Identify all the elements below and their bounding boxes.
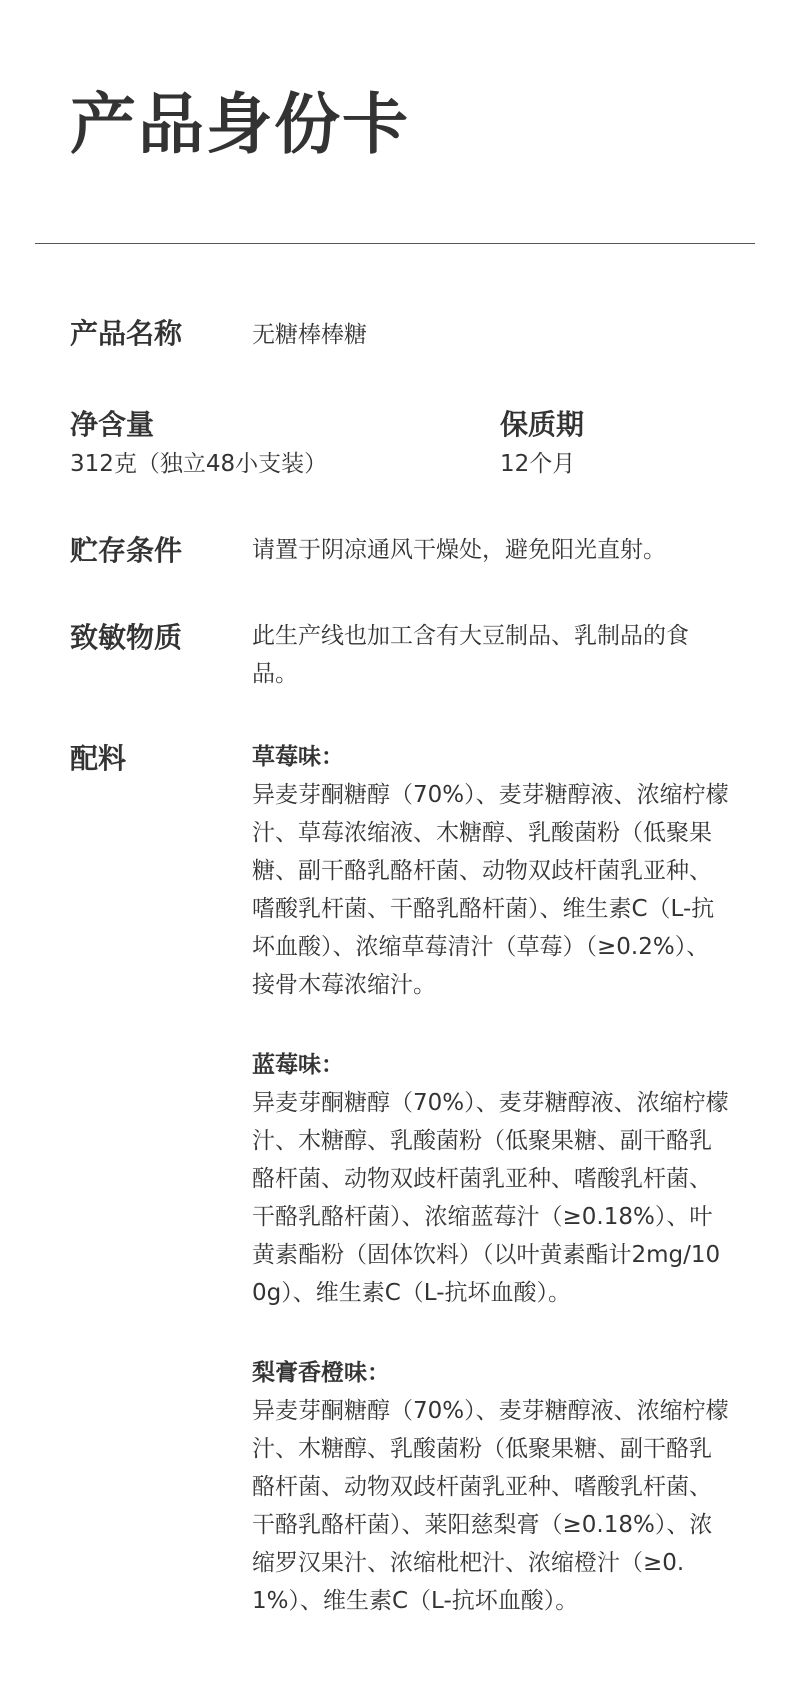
flavor-name: 梨膏香橙味： xyxy=(252,1360,390,1386)
allergens-value: 此生产线也加工含有大豆制品、乳制品的食品。 xyxy=(252,623,689,687)
ingredients-flavor-strawberry xyxy=(252,738,732,1004)
storage-value: 请置于阴凉通风干燥处，避免阳光直射。 xyxy=(252,537,666,563)
product-name-value: 无糖棒棒糖 xyxy=(252,322,367,348)
flavor-ingredients: 异麦芽酮糖醇（70%）、麦芽糖醇液、浓缩柠檬汁、木糖醇、乳酸菌粉（低聚果糖、副干酪乳酪杆菌、动物双歧杆菌乳亚种、嗜酸乳杆菌、干酪乳酪杆菌）、浓缩蓝莓汁（≥0.18%）、叶黄素酯粉（固体饮料）（以叶黄素酯计2mg/100g）、维生素C（L-抗坏血酸）。 xyxy=(252,1090,729,1306)
storage-label: 贮存条件 xyxy=(70,534,183,567)
flavor-ingredients: 异麦芽酮糖醇（70%）、麦芽糖醇液、浓缩柠檬汁、木糖醇、乳酸菌粉（低聚果糖、副干酪乳酪杆菌、动物双歧杆菌乳亚种、嗜酸乳杆菌、干酪乳酪杆菌）、莱阳慈梨膏（≥0.18%）、浓缩罗汉果汁、浓缩枇杷汁、浓缩橙汁（≥0.1%）、维生素C（L-抗坏血酸）。 xyxy=(252,1398,729,1614)
flavor-ingredients: 异麦芽酮糖醇（70%）、麦芽糖醇液、浓缩柠檬汁、草莓浓缩液、木糖醇、乳酸菌粉（低聚果糖、副干酪乳酪杆菌、动物双歧杆菌乳亚种、嗜酸乳杆菌、干酪乳酪杆菌）、维生素C（L-抗坏血酸）、浓缩草莓清汁（草莓）（≥0.2%）、接骨木莓浓缩汁。 xyxy=(252,782,729,998)
product-name-label: 产品名称 xyxy=(70,317,183,350)
shelf-life-value: 12个月 xyxy=(500,451,576,477)
net-content-label: 净含量 xyxy=(70,408,155,441)
title-divider xyxy=(35,243,755,244)
ingredients-flavor-pear-orange xyxy=(252,1354,732,1620)
ingredients-label: 配料 xyxy=(70,742,127,775)
flavor-name: 草莓味： xyxy=(252,744,344,770)
net-content-value: 312克（独立48小支装） xyxy=(70,451,328,477)
ingredients-flavor-blueberry xyxy=(252,1046,732,1312)
flavor-name: 蓝莓味： xyxy=(252,1052,344,1078)
shelf-life-label: 保质期 xyxy=(500,408,585,441)
allergens-label: 致敏物质 xyxy=(70,621,183,654)
page-title: 产品身份卡 xyxy=(70,86,410,163)
